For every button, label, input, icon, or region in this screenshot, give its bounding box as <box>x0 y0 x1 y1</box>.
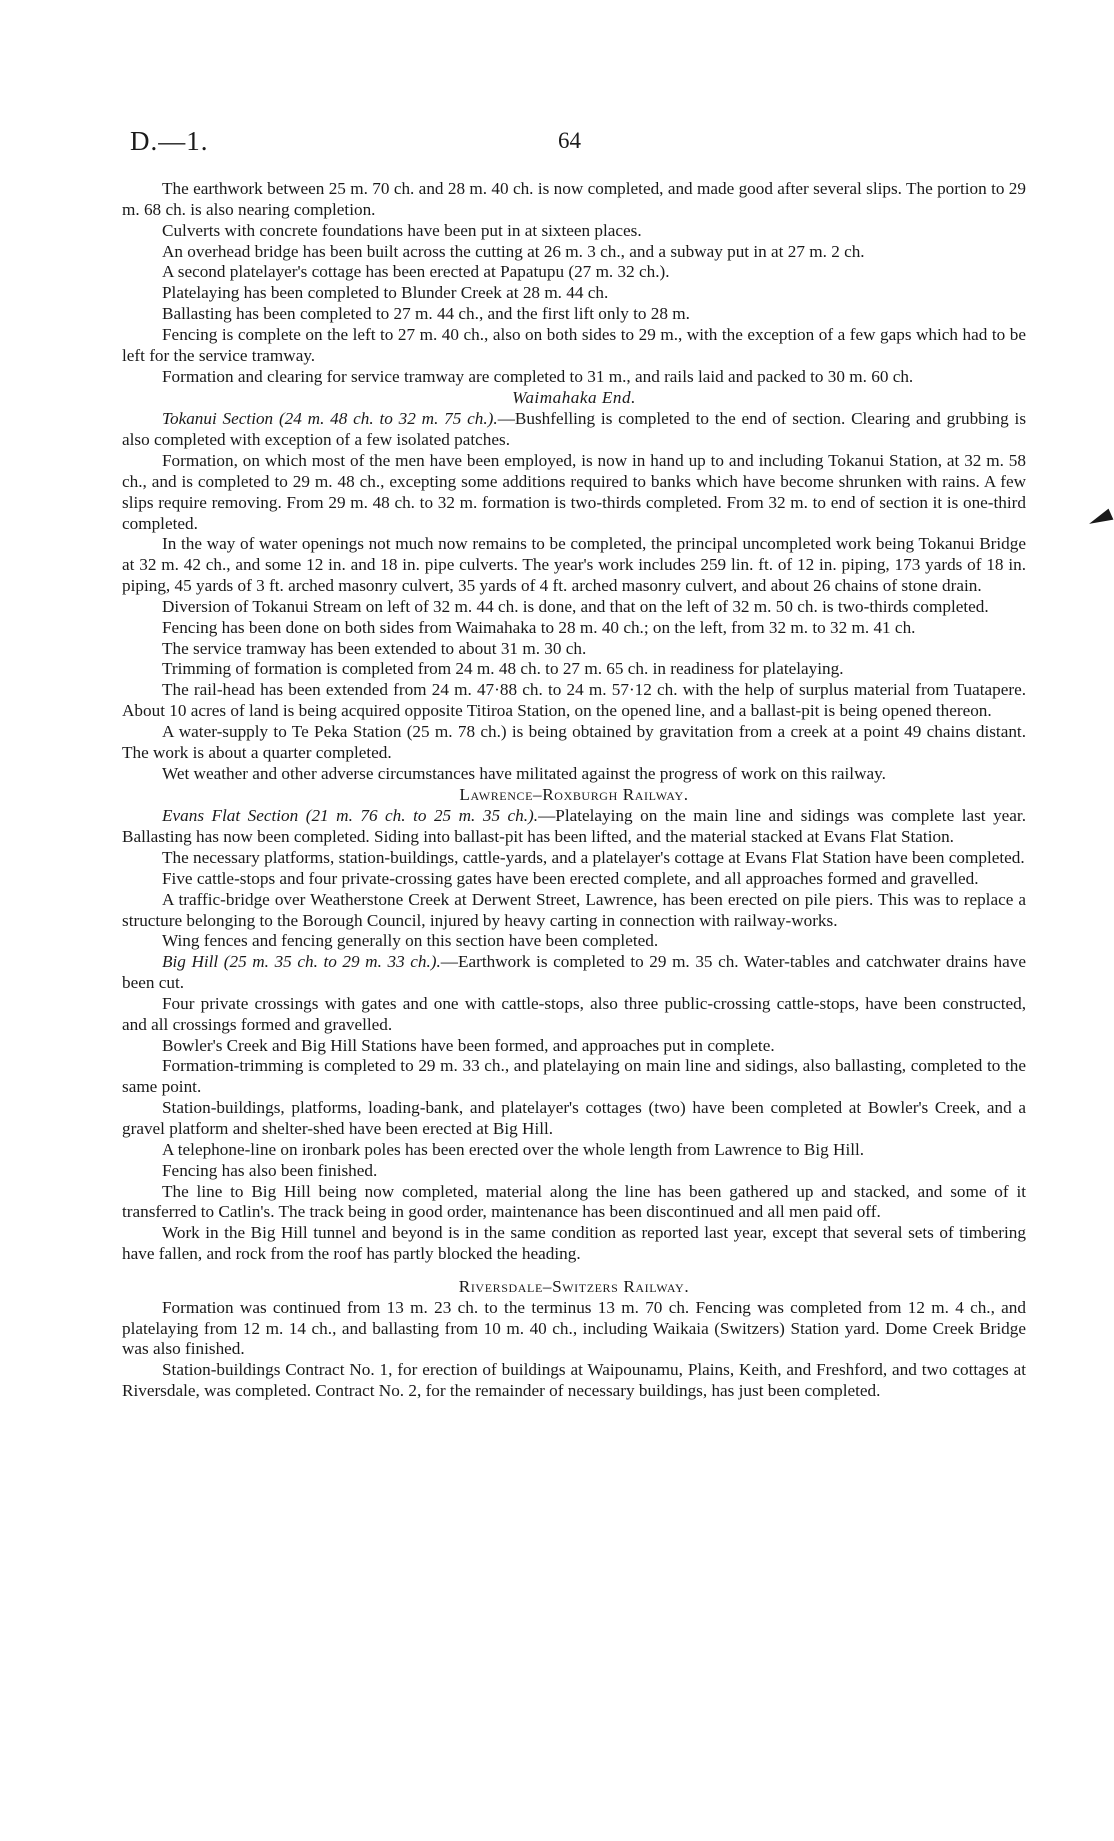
paragraph: A water-supply to Te Peka Station (25 m. 78 ch.) is being obtained by gravitation from a creek at a point 49 chains distant. The work is about a quarter completed. <box>122 721 1026 762</box>
paragraph: Work in the Big Hill tunnel and beyond is in the same condition as reported last year, except that several sets of timbering have fallen, and rock from the roof has partly blocked the heading. <box>122 1223 1026 1264</box>
section-title-tokanui: Tokanui Section (24 m. 48 ch. to 32 m. 75 ch.). <box>162 409 498 429</box>
paragraph: An overhead bridge has been built across the cutting at 26 m. 3 ch., and a subway put in at 27 m. 2 ch. <box>162 241 865 261</box>
paragraph: Culverts with concrete foundations have been put in at sixteen places. <box>162 220 642 240</box>
spacer <box>122 1265 1026 1276</box>
paragraph: Wet weather and other adverse circumstances have militated against the progress of work on this railway. <box>162 763 886 783</box>
section-heading-lawrence-roxburgh: Lawrence–Roxburgh Railway. <box>459 785 689 805</box>
paragraph: Wing fences and fencing generally on this section have been completed. <box>162 931 659 951</box>
paragraph: Five cattle-stops and four private-crossing gates have been erected complete, and all approaches formed and gravelled. <box>162 868 979 888</box>
section-heading-riversdale-switzers: Riversdale–Switzers Railway. <box>458 1276 690 1296</box>
document-reference: D.—1. <box>130 126 209 156</box>
paragraph: Formation-trimming is completed to 29 m. 33 ch., and platelaying on main line and sidings, also ballasting, completed to the same point. <box>122 1056 1026 1097</box>
paragraph: Bowler's Creek and Big Hill Stations have been formed, and approaches put in complete. <box>162 1035 775 1055</box>
paragraph: A telephone-line on ironbark poles has been erected over the whole length from Lawrence to Big Hill. <box>162 1139 865 1159</box>
paragraph-text: —Platelaying on the main line and sidings was complete last year. Ballasting has now been completed. Siding into ballast-pit has been lifted, and the material stacked at Evans Flat Station. <box>122 806 1026 847</box>
paragraph: The rail-head has been extended from 24 m. 47·88 ch. to 24 m. 57·12 ch. with the help of surplus material from Tuatapere. About 10 acres of land is being acquired opposite Titiroa Station, on the opened line, and a ballast-pit is being opened thereon. <box>122 680 1026 721</box>
paragraph: Platelaying has been completed to Blunder Creek at 28 m. 44 ch. <box>162 283 609 303</box>
page-number: 64 <box>558 128 581 153</box>
paragraph: Formation and clearing for service tramway are completed to 31 m., and rails laid and packed to 30 m. 60 ch. <box>162 366 914 386</box>
paragraph: Ballasting has been completed to 27 m. 44 ch., and the first lift only to 28 m. <box>162 304 690 324</box>
paragraph: Formation was continued from 13 m. 23 ch. to the terminus 13 m. 70 ch. Fencing was completed from 12 m. 4 ch., and platelaying from 12 m. 14 ch., and ballasting from 10 m. 40 ch., including Waikaia (Switzers) Station yard. Dome Creek Bridge was also finished. <box>122 1297 1026 1359</box>
paragraph: Fencing has been done on both sides from Waimahaka to 28 m. 40 ch.; on the left, from 32 m. to 32 m. 41 ch. <box>162 617 916 637</box>
paragraph: A second platelayer's cottage has been erected at Papatupu (27 m. 32 ch.). <box>162 262 670 282</box>
section-title-evans-flat: Evans Flat Section (21 m. 76 ch. to 25 m. 35 ch.). <box>162 806 539 826</box>
section-title-big-hill: Big Hill (25 m. 35 ch. to 29 m. 33 ch.). <box>162 952 441 972</box>
paragraph: Trimming of formation is completed from 24 m. 48 ch. to 27 m. 65 ch. in readiness for platelaying. <box>162 659 844 679</box>
section-heading-waimahaka: Waimahaka End. <box>512 388 636 408</box>
paragraph <box>122 952 1026 994</box>
paragraph: The necessary platforms, station-buildings, cattle-yards, and a platelayer's cottage at Evans Flat Station have been completed. <box>162 848 1025 867</box>
paragraph: In the way of water openings not much now remains to be completed, the principal uncompleted work being Tokanui Bridge at 32 m. 42 ch., and some 12 in. and 18 in. pipe culverts. The year's work includes 259 lin. ft. of 12 in. piping, 173 yards of 18 in. piping, 45 yards of 3 ft. arched masonry culvert, 35 yards of 4 ft. arched masonry culvert, and about 26 chains of stone drain. <box>122 534 1026 596</box>
paragraph: Station-buildings, platforms, loading-bank, and platelayer's cottages (two) have been completed at Bowler's Creek, and a gravel platform and shelter-shed have been erected at Big Hill. <box>122 1098 1026 1138</box>
paragraph: Station-buildings Contract No. 1, for erection of buildings at Waipounamu, Plains, Keith, and Freshford, and two cottages at Riversdale, was completed. Contract No. 2, for the remainder of necessary buildings, has just been completed. <box>122 1360 1026 1401</box>
paragraph: A traffic-bridge over Weatherstone Creek at Derwent Street, Lawrence, has been erected on pile piers. This was to replace a structure belonging to the Borough Council, injured by heavy carting in connection with railway-works. <box>122 889 1026 930</box>
paragraph <box>122 806 1026 848</box>
paragraph: Formation, on which most of the men have been employed, is now in hand up to and including Tokanui Station, at 32 m. 58 ch., and is completed to 29 m. 48 ch., excepting some additions required to banks which have become shrunken with rains. A few slips require removing. From 29 m. 48 ch. to 32 m. formation is two-thirds completed. From 32 m. to end of section it is one-third completed. <box>122 450 1026 533</box>
paragraph: Diversion of Tokanui Stream on left of 32 m. 44 ch. is done, and that on the left of 32 m. 50 ch. is two-thirds completed. <box>162 596 989 616</box>
paragraph-text: —Bushfelling is completed to the end of section. Clearing and grubbing is also completed with exception of a few isolated patches. <box>122 409 1027 450</box>
paragraph: The service tramway has been extended to about 31 m. 30 ch. <box>162 638 587 658</box>
paragraph-text: —Earthwork is completed to 29 m. 35 ch. Water-tables and catchwater drains have been cut. <box>122 952 1026 993</box>
paragraph: Fencing has also been finished. <box>162 1160 378 1180</box>
report-body <box>122 179 1026 1402</box>
paragraph: The line to Big Hill being now completed, material along the line has been gathered up and stacked, and some of it transferred to Catlin's. The track being in good order, maintenance has been discontinued and all men paid off. <box>122 1181 1026 1222</box>
paragraph: Four private crossings with gates and one with cattle-stops, also three public-crossing cattle-stops, have been constructed, and all crossings formed and gravelled. <box>122 993 1026 1034</box>
margin-pen-mark <box>1087 509 1114 530</box>
paragraph: Fencing is complete on the left to 27 m. 40 ch., also on both sides to 29 m., with the exception of a few gaps which had to be left for the service tramway. <box>122 324 1026 365</box>
paragraph: The earthwork between 25 m. 70 ch. and 28 m. 40 ch. is now completed, and made good after several slips. The portion to 29 m. 68 ch. is also nearing completion. <box>122 179 1026 219</box>
paragraph <box>122 409 1026 451</box>
